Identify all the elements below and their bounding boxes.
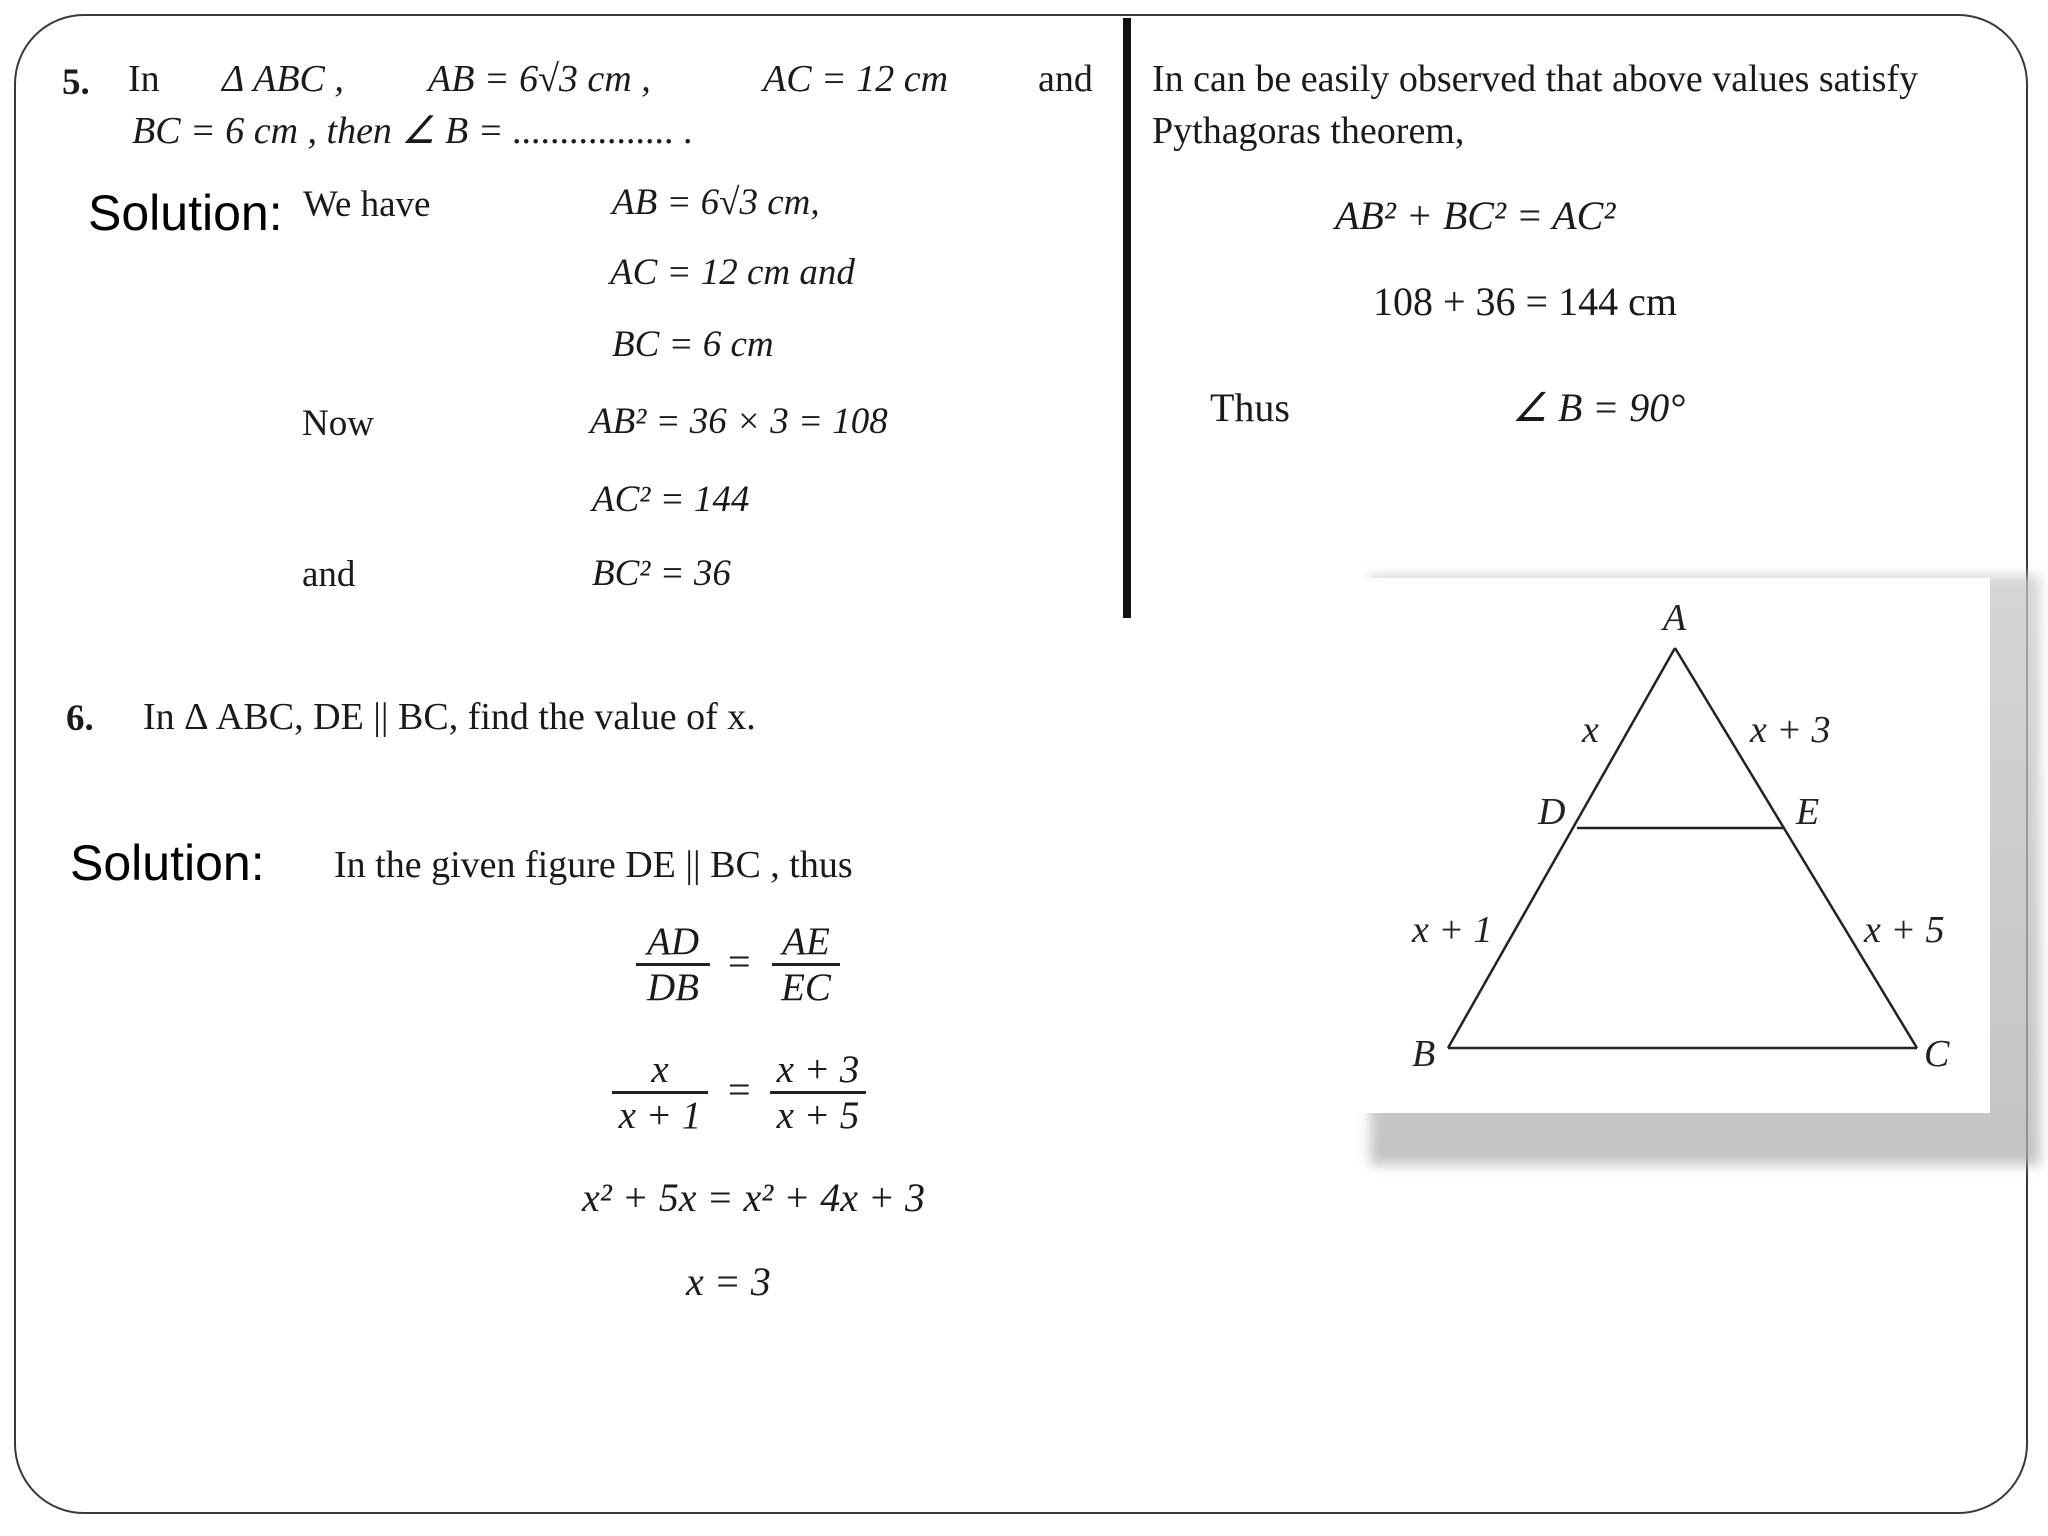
problem-6-number: 6. xyxy=(66,698,94,739)
vertex-d-label: D xyxy=(1538,791,1566,833)
fraction-ec-denominator: EC xyxy=(781,966,831,1009)
side-ab xyxy=(1448,648,1675,1048)
thus-text: Thus xyxy=(1210,385,1290,430)
problem-5-line2: BC = 6 cm , then ∠ B = ................. . xyxy=(132,110,694,152)
fraction-x-plus-5-denominator: x + 5 xyxy=(776,1094,860,1137)
bc-squared-equation: BC² = 36 xyxy=(592,553,731,594)
problem-5-number: 5. xyxy=(62,62,90,103)
x-result: x = 3 xyxy=(686,1259,771,1304)
column-divider xyxy=(1123,18,1131,618)
problem-5-solution-label: Solution: xyxy=(88,185,283,241)
side-ec-label: x + 5 xyxy=(1864,909,1945,951)
fraction-x-over-x-plus-1 xyxy=(612,1050,708,1135)
problem-6-solution-label: Solution: xyxy=(70,835,265,891)
pythagoras-equation: AB² + BC² = AC² xyxy=(1335,193,1616,238)
equals-sign: = xyxy=(728,1067,751,1112)
side-ad-label: x xyxy=(1582,709,1599,751)
fraction-ae-numerator: AE xyxy=(782,920,830,963)
vertex-b-label: B xyxy=(1412,1033,1436,1075)
and-text: and xyxy=(302,554,356,595)
vertex-c-label: C xyxy=(1924,1033,1950,1075)
problem-5-triangle: Δ ABC , xyxy=(222,58,344,100)
fraction-x-numerator: x xyxy=(651,1048,669,1091)
pythagoras-values: 108 + 36 = 144 cm xyxy=(1373,279,1677,324)
side-ac xyxy=(1675,648,1917,1048)
problem-5-in: In xyxy=(128,58,160,100)
problem-5-ab: AB = 6√3 cm , xyxy=(428,58,651,100)
problem-5-ac: AC = 12 cm xyxy=(763,58,949,100)
fraction-x-plus-3-numerator: x + 3 xyxy=(776,1048,860,1091)
problem-5-and: and xyxy=(1038,58,1093,100)
fraction-db-denominator: DB xyxy=(647,966,699,1009)
angle-b-result: ∠ B = 90° xyxy=(1512,385,1686,430)
problem-6-text: In Δ ABC, DE || BC, find the value of x. xyxy=(143,696,756,738)
fraction-x-plus-3-over-x-plus-5 xyxy=(770,1050,866,1135)
side-ae-label: x + 3 xyxy=(1750,709,1831,751)
now-text: Now xyxy=(302,403,374,444)
problem-6-intro: In the given figure DE || BC , thus xyxy=(334,844,853,886)
bc-equation: BC = 6 cm xyxy=(612,324,774,365)
ac-squared-equation: AC² = 144 xyxy=(592,479,750,520)
ab-equation: AB = 6√3 cm, xyxy=(612,182,820,223)
observation-line-2: Pythagoras theorem, xyxy=(1152,110,1465,152)
equals-sign: = xyxy=(728,939,751,984)
triangle-diagram xyxy=(1350,578,1990,1113)
ab-squared-equation: AB² = 36 × 3 = 108 xyxy=(590,401,888,442)
fraction-ad-numerator: AD xyxy=(647,920,699,963)
fraction-x-plus-1-denominator: x + 1 xyxy=(618,1094,702,1137)
ac-equation: AC = 12 cm and xyxy=(610,252,855,293)
quadratic-equation: x² + 5x = x² + 4x + 3 xyxy=(582,1175,925,1220)
observation-line-1: In can be easily observed that above values satisfy xyxy=(1152,58,1919,100)
we-have-text: We have xyxy=(303,184,431,225)
vertex-a-label: A xyxy=(1663,597,1687,639)
fraction-ad-db xyxy=(636,922,710,1007)
fraction-ae-ec xyxy=(772,922,840,1007)
vertex-e-label: E xyxy=(1796,791,1820,833)
side-db-label: x + 1 xyxy=(1412,909,1493,951)
triangle-figure xyxy=(1350,578,1990,1113)
